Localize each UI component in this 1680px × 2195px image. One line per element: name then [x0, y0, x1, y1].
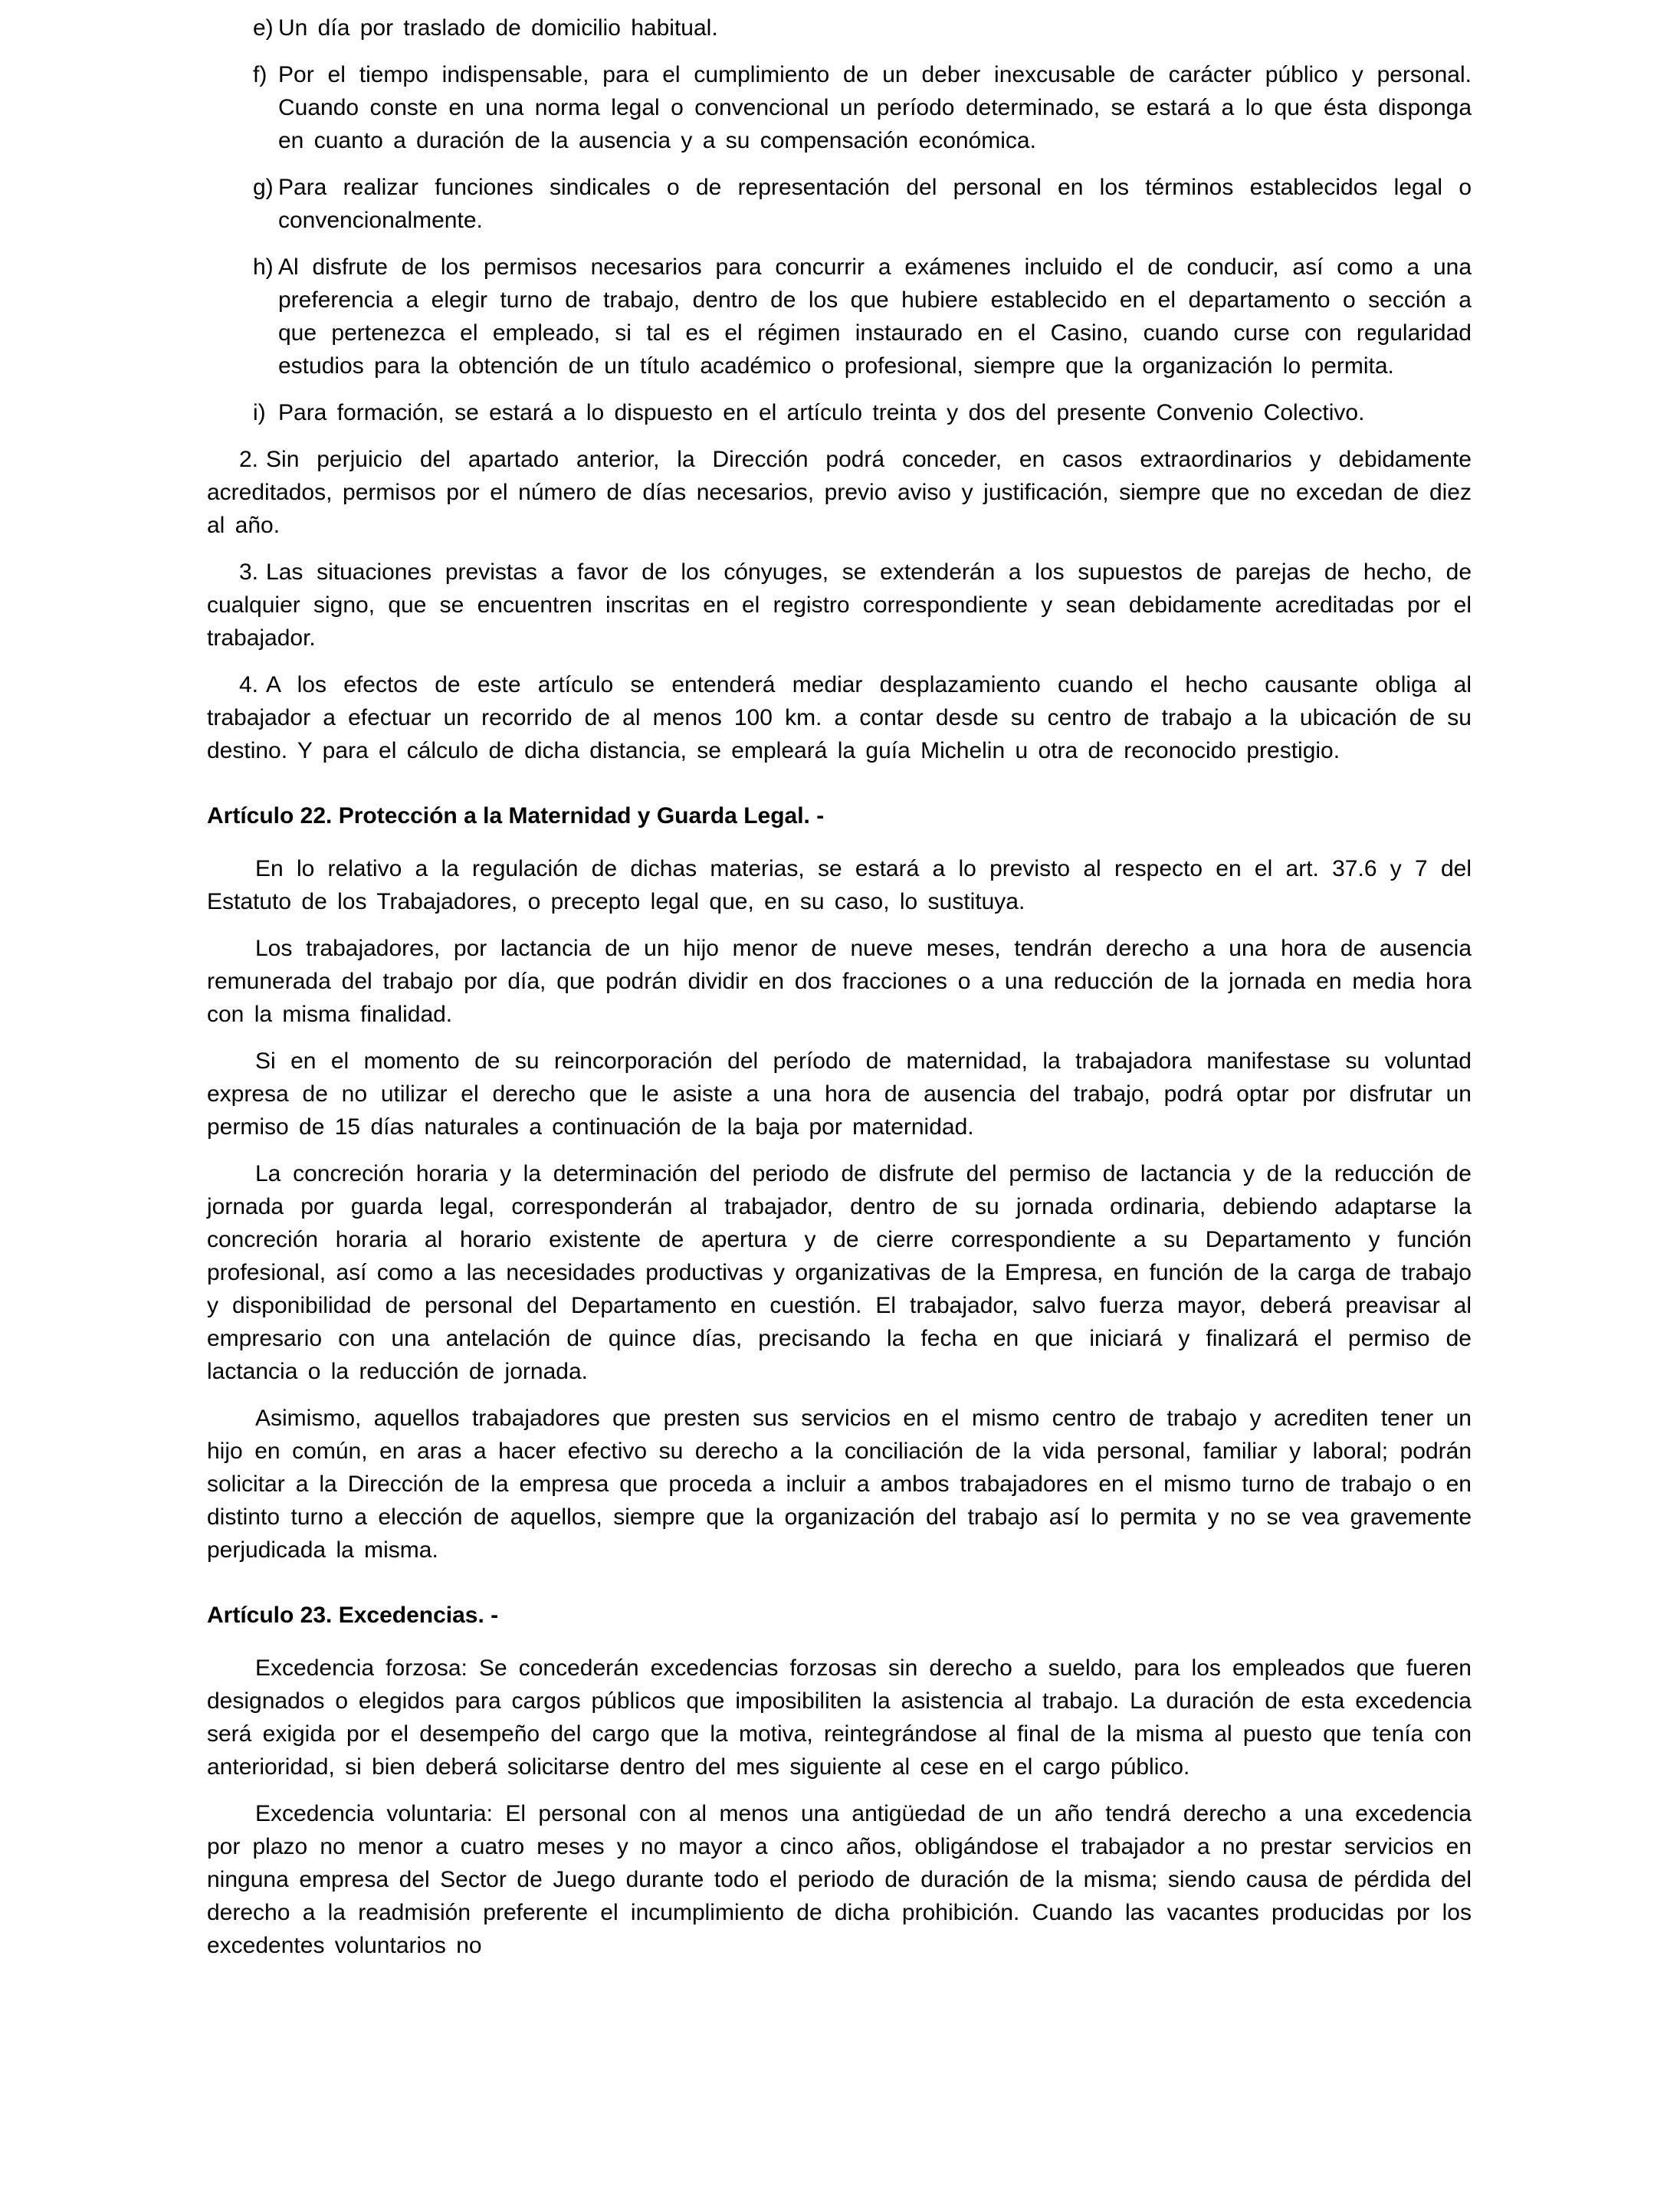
paragraph: Excedencia voluntaria: El personal con al menos una antigüedad de un año tendrá derecho a una excedencia por plazo no menor a cuatro meses y no mayor a cinco años, obligándose el trabajador a no prestar servicios en ninguna empresa del Sector de Juego durante todo el periodo de duración de la misma; siendo causa de pérdida del derecho a la readmisión preferente el incumplimiento de dicha prohibición. Cuando las vacantes producidas por los excedentes voluntarios no	[207, 1801, 1472, 1958]
paragraph: La concreción horaria y la determinación del periodo de disfrute del permiso de lactancia y de la reducción de jornada por guarda legal, corresponderán al trabajador, dentro de su jornada ordinaria, debiendo adaptarse la concreción horaria al horario existente de apertura y de cierre correspondiente a su Departamento y función profesional, así como a las necesidades productivas y organizativas de la Empresa, en función de la carga de trabajo y disponibilidad de personal del Departamento en cuestión. El trabajador, salvo fuerza mayor, deberá preavisar al empresario con una antelación de quince días, precisando la fecha en que iniciará y finalizará el permiso de lactancia o la reducción de jornada.	[207, 1161, 1472, 1384]
paragraph: En lo relativo a la regulación de dichas materias, se estará a lo previsto al respecto en el art. 37.6 y 7 del Estatuto de los Trabajadores, o precepto legal que, en su caso, lo sustituya.	[207, 856, 1472, 914]
item-marker: f)	[253, 62, 267, 87]
paragraph: Asimismo, aquellos trabajadores que presten sus servicios en el mismo centro de trabajo y acrediten tener un hijo en común, en aras a hacer efectivo su derecho a la conciliación de la vida personal, familiar y laboral; podrán solicitar a la Dirección de la empresa que proceda a incluir a ambos trabajadores en el mismo turno de trabajo o en distinto turno a elección de aquellos, siempre que la organización del trabajo así lo permita y no se vea gravemente perjudicada la misma.	[207, 1406, 1472, 1563]
item-text: Para formación, se estará a lo dispuesto en el artículo treinta y dos del presente Convenio Colectivo.	[278, 400, 1365, 425]
numbered-paragraph	[207, 556, 1472, 655]
lettered-item-e	[207, 11, 1472, 44]
numbered-paragraph	[207, 668, 1472, 767]
paragraph-text: Las situaciones previstas a favor de los cónyuges, se extenderán a los supuestos de parejas de hecho, de cualquier signo, que se encuentren inscritas en el registro correspondiente y sean debidamente acreditadas por el trabajador.	[207, 559, 1472, 651]
item-text: Por el tiempo indispensable, para el cumplimiento de un deber inexcusable de carácter público y personal. Cuando conste en una norma legal o convencional un período determinado, se estará a lo que ésta disponga en cuanto a duración de la ausencia y a su compensación económica.	[278, 62, 1472, 153]
paragraph: Si en el momento de su reincorporación del período de maternidad, la trabajadora manifestase su voluntad expresa de no utilizar el derecho que le asiste a una hora de ausencia del trabajo, podrá optar por disfrutar un permiso de 15 días naturales a continuación de la baja por maternidad.	[207, 1048, 1472, 1140]
article-heading: Artículo 23. Excedencias. -	[207, 1603, 499, 1628]
paragraph-text: Sin perjuicio del apartado anterior, la Dirección podrá conceder, en casos extraordinarios y debidamente acreditados, permisos por el número de días necesarios, previo aviso y justificación, siempre que no excedan de diez al año.	[207, 447, 1472, 538]
article-heading: Artículo 22. Protección a la Maternidad y Guarda Legal. -	[207, 803, 825, 828]
item-text: Un día por traslado de domicilio habitual.	[278, 15, 718, 41]
paragraph-number: 4.	[239, 672, 259, 697]
item-marker: i)	[253, 400, 266, 425]
paragraph-number: 2.	[239, 447, 259, 472]
lettered-item-i	[207, 396, 1472, 429]
lettered-item-h	[207, 251, 1472, 382]
item-text: Al disfrute de los permisos necesarios para concurrir a exámenes incluido el de conducir, así como a una preferencia a elegir turno de trabajo, dentro de los que hubiere establecido en el departamento o sección a que pertenezca el empleado, si tal es el régimen instaurado en el Casino, cuando curse con regularidad estudios para la obtención de un título académico o profesional, siempre que la organización lo permita.	[278, 254, 1472, 379]
paragraph-number: 3.	[239, 559, 259, 585]
lettered-item-g	[207, 171, 1472, 237]
item-marker: g)	[253, 175, 274, 200]
document-blocks	[207, 11, 1472, 1962]
paragraph: Excedencia forzosa: Se concederán excedencias forzosas sin derecho a sueldo, para los empleados que fueren designados o elegidos para cargos públicos que imposibiliten la asistencia al trabajo. La duración de esta excedencia será exigida por el desempeño del cargo que la motiva, reintegrándose al final de la misma al puesto que tenía con anterioridad, si bien deberá solicitarse dentro del mes siguiente al cese en el cargo público.	[207, 1655, 1472, 1780]
paragraph: Los trabajadores, por lactancia de un hijo menor de nueve meses, tendrán derecho a una hora de ausencia remunerada del trabajo por día, que podrán dividir en dos fracciones o a una reducción de la jornada en media hora con la misma finalidad.	[207, 936, 1472, 1027]
item-marker: e)	[253, 15, 274, 41]
numbered-paragraph	[207, 443, 1472, 542]
lettered-item-f	[207, 58, 1472, 157]
paragraph-text: A los efectos de este artículo se entenderá mediar desplazamiento cuando el hecho causante obliga al trabajador a efectuar un recorrido de al menos 100 km. a contar desde su centro de trabajo a la ubicación de su destino. Y para el cálculo de dicha distancia, se empleará la guía Michelin u otra de reconocido prestigio.	[207, 672, 1472, 763]
item-text: Para realizar funciones sindicales o de representación del personal en los términos establecidos legal o convencionalmente.	[278, 175, 1472, 233]
item-marker: h)	[253, 254, 274, 280]
